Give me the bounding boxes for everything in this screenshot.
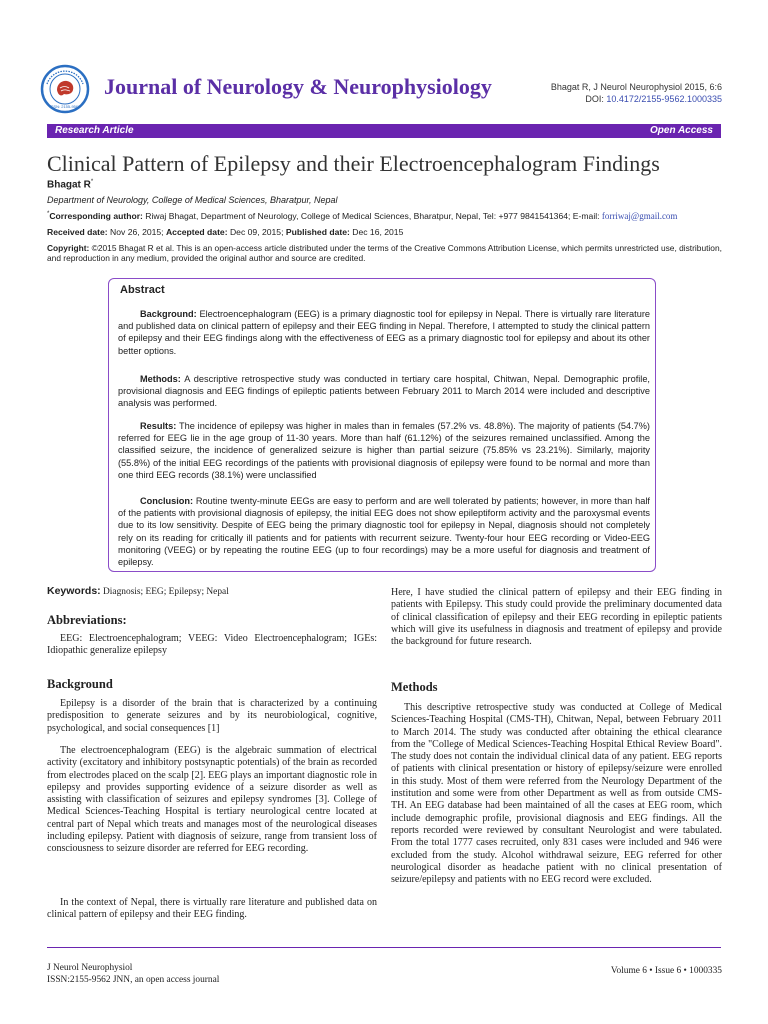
corresponding-text: Riwaj Bhagat, Department of Neurology, College of Medical Sciences, Bharatpur, Nepal, Tel: +977 9841541364; E-mail: (142, 211, 602, 221)
copyright-notice (47, 243, 727, 263)
copyright-text: ©2015 Bhagat R et al. This is an open-access article distributed under the terms of the Creative Commons Attribution License, which permits unrestricted use, distribution, and reproduction in any medium, provided the original author and source are credited. (47, 243, 722, 263)
abstract-methods (118, 373, 650, 410)
abstract-results-label: Results: (140, 421, 177, 431)
abstract-conclusion-text: Routine twenty-minute EEGs are easy to perform and are well tolerated by patients; however, in more than half of the patients with provisional diagnosis of epilepsy, the initial EEG does not show epileptiform activity and the paroxysmal events due to its low sensitivity. Despite of EEG being the primary diagnostic tool for epilepsy in Nepal, diagnosis should not completely rely on its reading for critically ill patients and for patients with recurrent seizure. Twenty-four hour EEG recording or Video-EEG monitoring (VEEG) or by repeating the routine EEG (up to four recordings) may be a more useful for diagnosis and treatment of epilepsy. (118, 496, 650, 568)
doi-link[interactable]: 10.4172/2155-9562.1000335 (606, 94, 722, 104)
background-paragraph-2: The electroencephalogram (EEG) is the algebraic summation of electrical activity (excitatory and inhibitory postsynaptic potentials) of the brain as recorded from electrodes placed on the scalp [2]. EEG plays an important diagnostic role in epilepsy and provides supporting evidence of a seizure disorder as well as assisting with classification of seizures and epilepsy syndromes [3]. College of Medical Sciences-Teaching Hospital is tertiary neurological centre located at central part of Nepal which treats and manages most of the neurological diseases including epilepsy. Patient with diagnosis of seizure, range from transient loss of consciousness to seizure disorder are referred for EEG recording. (47, 745, 377, 855)
journal-logo (40, 64, 90, 114)
published-label: Published date: (285, 227, 350, 237)
abstract-box (108, 278, 656, 572)
background-paragraph-3: In the context of Nepal, there is virtually rare literature and published data on clinical pattern of epilepsy and their EEG finding. (47, 897, 377, 921)
abbreviations-text: EEG: Electroencephalogram; VEEG: Video Electroencephalogram; IGEs: Idiopathic generalize epilepsy (47, 633, 377, 657)
keywords-label: Keywords: (47, 585, 101, 597)
methods-paragraph: This descriptive retrospective study was conducted at College of Medical Sciences-Teaching Hospital (CMS-TH), Chitwan, Nepal, between February 2011 to March 2014. The study was conducted after obtaining the ethical clearance from the "College of Medical Sciences-Teaching Hospital Ethical Review Board". The study does not contain the individual clinical data of any patient. EEG reports of patients with clinical presentation or history of epilepsy/seizure were enrolled in this study. Most of them were referred from the Neurology Department of the institution and some were from other Department as well as from outside CMS-TH. An EEG database had been maintained of all the cases at EEG room, which include demographic profile, provisional diagnosis and EEG findings. All the reports recorded were reviewed by consultant Neurologist and were tabulated. From the total 1777 cases recruited, only 831 cases were included and 946 were excluded from the study. Alcohol withdrawal seizure, EEG referred for other neurological disorder as headache patient with no clinical presentation of seizure/epilepsy and patients with no EEG record were excluded. (391, 702, 722, 886)
accepted-label: Accepted date: (165, 227, 228, 237)
copyright-label: Copyright: (47, 243, 90, 253)
article-title: Clinical Pattern of Epilepsy and their Electroencephalogram Findings (47, 151, 660, 176)
abstract-conclusion (118, 495, 650, 568)
doi-label: DOI: (585, 94, 607, 104)
abstract-results (118, 420, 650, 481)
doi-line (551, 93, 722, 105)
background-paragraph-1: Epilepsy is a disorder of the brain that is characterized by a continuing predisposition to generate seizures and by its neurobiological, cognitive, psychological, and social consequences [1] (47, 698, 377, 734)
author-mark: * (90, 179, 94, 185)
logo-issn-text: ISSN: 2155-9562 (49, 104, 81, 109)
background-paragraph-4: Here, I have studied the clinical pattern of epilepsy and their EEG finding in patients with Epilepsy. This study could provide the preliminary documented data of clinical classification of epilepsy and their EEG recording in epileptic patients which will give its usefulness in diagnosis and treatment of epilepsy and provide the background for future research. (391, 587, 722, 648)
abstract-background-text: Electroencephalogram (EEG) is a primary diagnostic tool for epilepsy in Nepal. There is virtually rare literature and published data on clinical pattern of epilepsy and their EEG finding in Nepal. Therefore, I attempted to study the clinical pattern of epilepsy and their EEG findings along with the effectiveness of EEG as a primary diagnostic tool for epilepsy and about its other better options. (118, 309, 650, 356)
footer-journal-info (47, 962, 219, 986)
corresponding-mark: * (47, 211, 50, 218)
footer-journal-abbr: J Neurol Neurophysiol (47, 963, 133, 973)
keywords (47, 585, 229, 597)
published-date: Dec 16, 2015 (349, 227, 404, 237)
keywords-text: Diagnosis; EEG; Epilepsy; Nepal (100, 587, 229, 597)
received-label: Received date: (47, 227, 108, 237)
abbreviations-heading: Abbreviations: (47, 613, 127, 627)
citation-line: Bhagat R, J Neurol Neurophysiol 2015, 6:6 (550, 82, 722, 92)
footer-divider (47, 947, 721, 948)
open-access-label: Open Access (650, 125, 713, 136)
footer-volume-info: Volume 6 • Issue 6 • 1000335 (610, 966, 722, 976)
abstract-heading: Abstract (120, 284, 165, 296)
author-name: Bhagat R (47, 179, 91, 191)
abstract-methods-text: A descriptive retrospective study was conducted in tertiary care hospital, Chitwan, Nepal. Demographic profile, provisional diagnosis and EEG findings of epileptic patients between February 2011 to March 2014 were included and descriptive analysis was performed. (118, 374, 650, 409)
author-line (47, 179, 93, 190)
received-date: Nov 26, 2015; (107, 227, 166, 237)
abstract-methods-label: Methods: (140, 374, 181, 384)
corresponding-label: Corresponding author: (49, 211, 143, 221)
footer-issn: ISSN:2155-9562 JNN, an open access journal (47, 975, 220, 985)
abstract-conclusion-label: Conclusion: (140, 496, 194, 506)
email-link[interactable]: forriwaj@gmail.com (601, 211, 678, 221)
journal-title: Journal of Neurology & Neurophysiology (104, 74, 492, 99)
corresponding-author (47, 211, 677, 221)
article-type-banner (47, 124, 721, 138)
article-dates (47, 227, 403, 237)
methods-heading: Methods (391, 680, 438, 694)
abstract-background (118, 308, 650, 357)
research-article-label: Research Article (55, 125, 134, 136)
affiliation: Department of Neurology, College of Medical Sciences, Bharatpur, Nepal (47, 195, 338, 205)
background-heading: Background (47, 677, 113, 691)
accepted-date: Dec 09, 2015; (227, 227, 286, 237)
citation-block (551, 81, 722, 105)
abstract-results-text: The incidence of epilepsy was higher in males than in females (57.2% vs. 48.8%). The majority of patients (54.7%) referred for EEG lie in the age group of 11-30 years. More than half (61.12%) of the seizures remained unclassified. Among the classified seizure, the incidence of generalized seizure is higher than partial seizure (75.85% vs 23.21%). Similarly, majority (55.8%) of the initial EEG recordings of the patients with provisional diagnosis of epilepsy were found to be normal and more than one third EEG records (38.1%) were unclassified (118, 421, 650, 480)
abstract-background-label: Background: (140, 309, 197, 319)
